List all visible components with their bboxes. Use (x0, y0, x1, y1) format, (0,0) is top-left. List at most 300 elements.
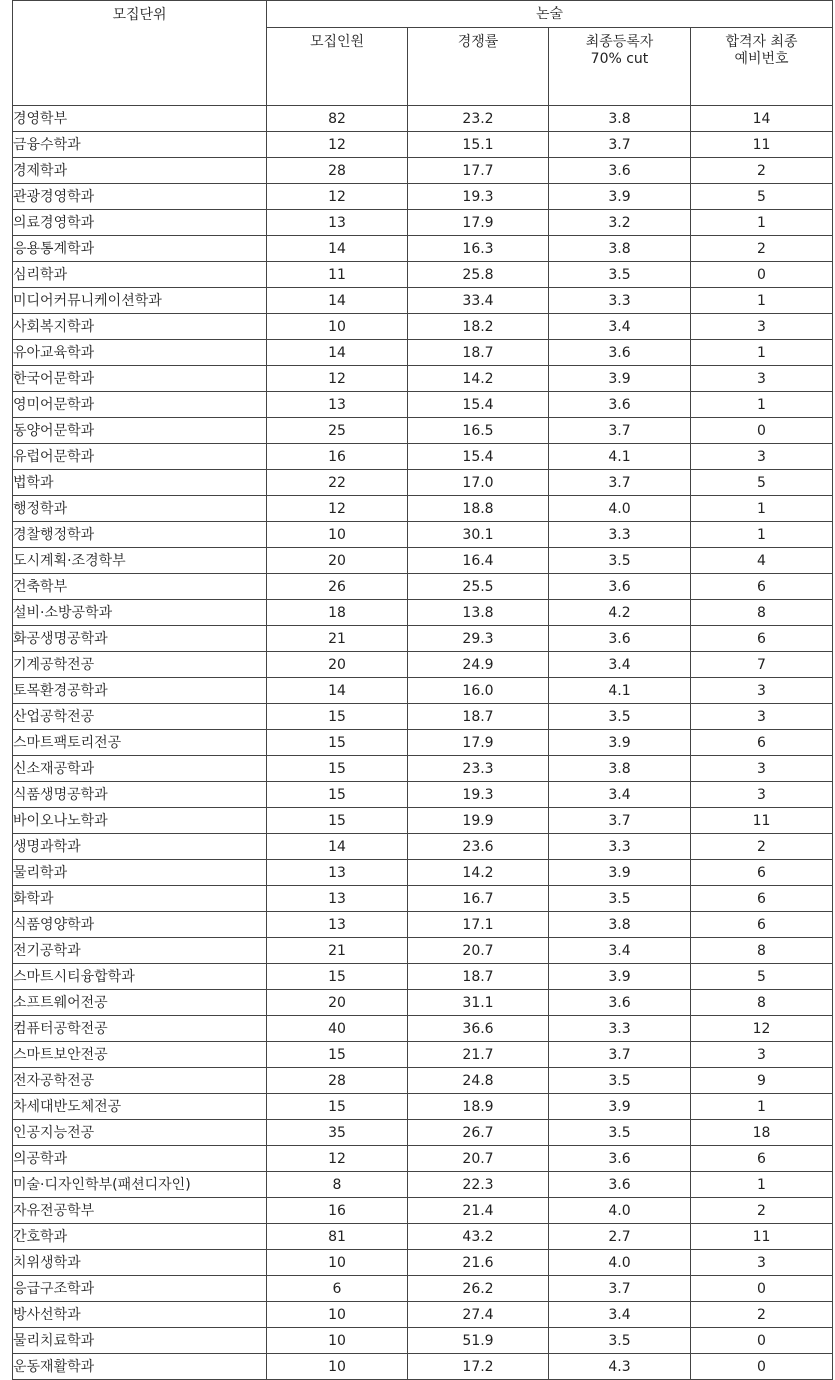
table-row (13, 652, 833, 678)
dept-name-cell: 의공학과 (13, 1146, 267, 1172)
waitlist-cell: 11 (691, 808, 833, 834)
dept-name-cell: 식품영양학과 (13, 912, 267, 938)
quota-cell: 13 (267, 912, 408, 938)
quota-cell: 15 (267, 964, 408, 990)
waitlist-cell: 0 (691, 1354, 833, 1380)
dept-name-cell: 운동재활학과 (13, 1354, 267, 1380)
quota-cell: 15 (267, 704, 408, 730)
table-row (13, 1120, 833, 1146)
competition-cell: 33.4 (408, 288, 549, 314)
cut-cell: 3.4 (549, 782, 691, 808)
competition-cell: 19.9 (408, 808, 549, 834)
quota-cell: 13 (267, 860, 408, 886)
quota-cell: 35 (267, 1120, 408, 1146)
competition-cell: 16.7 (408, 886, 549, 912)
quota-cell: 15 (267, 756, 408, 782)
quota-cell: 14 (267, 236, 408, 262)
dept-name-cell: 컴퓨터공학전공 (13, 1016, 267, 1042)
table-row (13, 418, 833, 444)
competition-cell: 18.2 (408, 314, 549, 340)
waitlist-cell: 6 (691, 730, 833, 756)
waitlist-cell: 1 (691, 288, 833, 314)
cut-cell: 3.9 (549, 730, 691, 756)
dept-name-cell: 소프트웨어전공 (13, 990, 267, 1016)
dept-name-cell: 법학과 (13, 470, 267, 496)
table-row (13, 600, 833, 626)
competition-cell: 23.3 (408, 756, 549, 782)
cut-cell: 4.1 (549, 678, 691, 704)
table-row (13, 730, 833, 756)
column-header-label: 경쟁률 (457, 34, 499, 50)
competition-cell: 17.0 (408, 470, 549, 496)
dept-name-cell: 물리학과 (13, 860, 267, 886)
waitlist-cell: 1 (691, 496, 833, 522)
waitlist-cell: 2 (691, 834, 833, 860)
header-row-top (13, 1, 833, 28)
table-row (13, 340, 833, 366)
competition-cell: 22.3 (408, 1172, 549, 1198)
waitlist-cell: 1 (691, 1094, 833, 1120)
cut-cell: 3.6 (549, 574, 691, 600)
dept-name-cell: 방사선학과 (13, 1302, 267, 1328)
table-body (13, 106, 833, 1380)
waitlist-cell: 1 (691, 522, 833, 548)
quota-cell: 13 (267, 392, 408, 418)
cut-cell: 3.6 (549, 626, 691, 652)
table-row (13, 1302, 833, 1328)
cut-cell: 3.5 (549, 1068, 691, 1094)
table-row (13, 1224, 833, 1250)
table-row (13, 106, 833, 132)
competition-cell: 19.3 (408, 184, 549, 210)
competition-cell: 21.7 (408, 1042, 549, 1068)
quota-cell: 15 (267, 1094, 408, 1120)
cut-cell: 4.0 (549, 1250, 691, 1276)
table-row (13, 1198, 833, 1224)
table-row (13, 496, 833, 522)
table-row (13, 990, 833, 1016)
cut-cell: 3.5 (549, 262, 691, 288)
dept-name-cell: 산업공학전공 (13, 704, 267, 730)
dept-name-cell: 영미어문학과 (13, 392, 267, 418)
competition-cell: 16.3 (408, 236, 549, 262)
cut-cell: 3.6 (549, 1146, 691, 1172)
dept-name-cell: 동양어문학과 (13, 418, 267, 444)
cut-cell: 3.5 (549, 886, 691, 912)
waitlist-cell: 0 (691, 418, 833, 444)
dept-name-cell: 스마트시티융합학과 (13, 964, 267, 990)
table-row (13, 1094, 833, 1120)
waitlist-cell: 0 (691, 1276, 833, 1302)
table-header (13, 1, 833, 106)
cut-cell: 3.9 (549, 366, 691, 392)
quota-cell: 12 (267, 184, 408, 210)
competition-cell: 17.2 (408, 1354, 549, 1380)
waitlist-cell: 0 (691, 1328, 833, 1354)
quota-cell: 8 (267, 1172, 408, 1198)
cut-cell: 3.4 (549, 938, 691, 964)
column-header-waitlist (691, 28, 833, 106)
waitlist-cell: 2 (691, 1198, 833, 1224)
waitlist-cell: 5 (691, 964, 833, 990)
group-header: 논술 (267, 1, 833, 28)
quota-cell: 16 (267, 444, 408, 470)
competition-cell: 51.9 (408, 1328, 549, 1354)
waitlist-cell: 5 (691, 184, 833, 210)
dept-name-cell: 물리치료학과 (13, 1328, 267, 1354)
dept-name-cell: 경영학부 (13, 106, 267, 132)
waitlist-cell: 11 (691, 132, 833, 158)
waitlist-cell: 1 (691, 1172, 833, 1198)
waitlist-cell: 1 (691, 392, 833, 418)
table-row (13, 1250, 833, 1276)
cut-cell: 3.7 (549, 808, 691, 834)
quota-cell: 82 (267, 106, 408, 132)
competition-cell: 20.7 (408, 938, 549, 964)
competition-cell: 19.3 (408, 782, 549, 808)
table-row (13, 210, 833, 236)
quota-cell: 28 (267, 1068, 408, 1094)
dept-name-cell: 자유전공학부 (13, 1198, 267, 1224)
dept-name-cell: 식품생명공학과 (13, 782, 267, 808)
waitlist-cell: 3 (691, 1042, 833, 1068)
waitlist-cell: 12 (691, 1016, 833, 1042)
waitlist-cell: 11 (691, 1224, 833, 1250)
cut-cell: 3.8 (549, 912, 691, 938)
cut-cell: 3.7 (549, 418, 691, 444)
table-row (13, 756, 833, 782)
dept-name-cell: 스마트팩토리전공 (13, 730, 267, 756)
table-row (13, 184, 833, 210)
dept-name-cell: 경찰행정학과 (13, 522, 267, 548)
dept-name-cell: 금융수학과 (13, 132, 267, 158)
cut-cell: 3.3 (549, 288, 691, 314)
competition-cell: 24.8 (408, 1068, 549, 1094)
table-row (13, 392, 833, 418)
dept-name-cell: 전기공학과 (13, 938, 267, 964)
quota-cell: 10 (267, 1354, 408, 1380)
table-row (13, 1328, 833, 1354)
cut-cell: 3.9 (549, 860, 691, 886)
table-row (13, 964, 833, 990)
column-header-label: 모집인원 (309, 34, 365, 50)
waitlist-cell: 8 (691, 990, 833, 1016)
dept-name-cell: 인공지능전공 (13, 1120, 267, 1146)
cut-cell: 3.9 (549, 184, 691, 210)
dept-name-cell: 설비·소방공학과 (13, 600, 267, 626)
dept-name-cell: 화공생명공학과 (13, 626, 267, 652)
dept-name-cell: 생명과학과 (13, 834, 267, 860)
quota-cell: 13 (267, 210, 408, 236)
table-row (13, 444, 833, 470)
waitlist-cell: 3 (691, 756, 833, 782)
competition-cell: 25.5 (408, 574, 549, 600)
competition-cell: 17.9 (408, 730, 549, 756)
dept-name-cell: 유아교육학과 (13, 340, 267, 366)
waitlist-cell: 14 (691, 106, 833, 132)
quota-cell: 20 (267, 990, 408, 1016)
competition-cell: 16.5 (408, 418, 549, 444)
waitlist-cell: 1 (691, 210, 833, 236)
competition-cell: 18.7 (408, 704, 549, 730)
dept-name-cell: 토목환경공학과 (13, 678, 267, 704)
table-row (13, 782, 833, 808)
waitlist-cell: 3 (691, 314, 833, 340)
competition-cell: 14.2 (408, 860, 549, 886)
waitlist-cell: 6 (691, 1146, 833, 1172)
waitlist-cell: 5 (691, 470, 833, 496)
cut-cell: 2.7 (549, 1224, 691, 1250)
cut-cell: 3.8 (549, 236, 691, 262)
table-row (13, 886, 833, 912)
dept-name-cell: 차세대반도체전공 (13, 1094, 267, 1120)
competition-cell: 36.6 (408, 1016, 549, 1042)
table-row (13, 1276, 833, 1302)
cut-cell: 3.4 (549, 314, 691, 340)
quota-cell: 12 (267, 366, 408, 392)
dept-name-cell: 경제학과 (13, 158, 267, 184)
competition-cell: 27.4 (408, 1302, 549, 1328)
column-header-label: 최종등록자 70% cut (585, 34, 654, 67)
quota-cell: 12 (267, 132, 408, 158)
competition-cell: 18.7 (408, 964, 549, 990)
competition-cell: 30.1 (408, 522, 549, 548)
dept-name-cell: 스마트보안전공 (13, 1042, 267, 1068)
table-row (13, 236, 833, 262)
competition-cell: 26.2 (408, 1276, 549, 1302)
quota-cell: 22 (267, 470, 408, 496)
dept-name-cell: 도시계획·조경학부 (13, 548, 267, 574)
quota-cell: 13 (267, 886, 408, 912)
quota-cell: 14 (267, 288, 408, 314)
waitlist-cell: 3 (691, 366, 833, 392)
waitlist-cell: 2 (691, 1302, 833, 1328)
table-row (13, 1042, 833, 1068)
waitlist-cell: 3 (691, 444, 833, 470)
cut-cell: 3.6 (549, 1172, 691, 1198)
dept-name-cell: 한국어문학과 (13, 366, 267, 392)
dept-name-cell: 행정학과 (13, 496, 267, 522)
cut-cell: 3.4 (549, 652, 691, 678)
competition-cell: 14.2 (408, 366, 549, 392)
competition-cell: 17.7 (408, 158, 549, 184)
cut-cell: 4.2 (549, 600, 691, 626)
table-row (13, 262, 833, 288)
cut-cell: 3.3 (549, 834, 691, 860)
dept-name-cell: 신소재공학과 (13, 756, 267, 782)
quota-cell: 21 (267, 938, 408, 964)
dept-name-cell: 유럽어문학과 (13, 444, 267, 470)
cut-cell: 4.0 (549, 496, 691, 522)
quota-cell: 10 (267, 1250, 408, 1276)
competition-cell: 21.4 (408, 1198, 549, 1224)
quota-cell: 14 (267, 340, 408, 366)
dept-name-cell: 응급구조학과 (13, 1276, 267, 1302)
dept-name-cell: 관광경영학과 (13, 184, 267, 210)
competition-cell: 16.4 (408, 548, 549, 574)
table-row (13, 1172, 833, 1198)
quota-cell: 28 (267, 158, 408, 184)
waitlist-cell: 0 (691, 262, 833, 288)
column-header-label: 합격자 최종 예비번호 (725, 34, 798, 67)
cut-cell: 3.7 (549, 1276, 691, 1302)
competition-cell: 15.1 (408, 132, 549, 158)
dept-name-cell: 응용통계학과 (13, 236, 267, 262)
table-row (13, 158, 833, 184)
admission-table (12, 0, 833, 1380)
table-row (13, 938, 833, 964)
cut-cell: 3.3 (549, 1016, 691, 1042)
competition-cell: 25.8 (408, 262, 549, 288)
dept-name-cell: 치위생학과 (13, 1250, 267, 1276)
dept-name-cell: 사회복지학과 (13, 314, 267, 340)
quota-cell: 12 (267, 1146, 408, 1172)
waitlist-cell: 4 (691, 548, 833, 574)
cut-cell: 3.6 (549, 340, 691, 366)
cut-cell: 3.5 (549, 548, 691, 574)
cut-cell: 3.7 (549, 470, 691, 496)
waitlist-cell: 8 (691, 938, 833, 964)
competition-cell: 13.8 (408, 600, 549, 626)
column-header-quota (267, 28, 408, 106)
dept-name-cell: 기계공학전공 (13, 652, 267, 678)
waitlist-cell: 2 (691, 236, 833, 262)
competition-cell: 43.2 (408, 1224, 549, 1250)
cut-cell: 4.0 (549, 1198, 691, 1224)
quota-cell: 14 (267, 834, 408, 860)
cut-cell: 3.5 (549, 1120, 691, 1146)
quota-cell: 16 (267, 1198, 408, 1224)
waitlist-cell: 7 (691, 652, 833, 678)
waitlist-cell: 6 (691, 886, 833, 912)
cut-cell: 3.7 (549, 132, 691, 158)
dept-name-cell: 전자공학전공 (13, 1068, 267, 1094)
waitlist-cell: 3 (691, 678, 833, 704)
quota-cell: 12 (267, 496, 408, 522)
cut-cell: 3.6 (549, 158, 691, 184)
cut-cell: 3.6 (549, 990, 691, 1016)
dept-name-cell: 화학과 (13, 886, 267, 912)
cut-cell: 4.3 (549, 1354, 691, 1380)
competition-cell: 15.4 (408, 444, 549, 470)
dept-name-cell: 미술·디자인학부(패션디자인) (13, 1172, 267, 1198)
quota-cell: 10 (267, 1328, 408, 1354)
waitlist-cell: 6 (691, 574, 833, 600)
waitlist-cell: 3 (691, 1250, 833, 1276)
table-row (13, 314, 833, 340)
quota-cell: 6 (267, 1276, 408, 1302)
cut-cell: 3.4 (549, 1302, 691, 1328)
quota-cell: 25 (267, 418, 408, 444)
waitlist-cell: 18 (691, 1120, 833, 1146)
dept-name-cell: 미디어커뮤니케이션학과 (13, 288, 267, 314)
cut-cell: 3.2 (549, 210, 691, 236)
dept-name-cell: 바이오나노학과 (13, 808, 267, 834)
table-row (13, 366, 833, 392)
quota-cell: 11 (267, 262, 408, 288)
cut-cell: 3.3 (549, 522, 691, 548)
competition-cell: 29.3 (408, 626, 549, 652)
waitlist-cell: 1 (691, 340, 833, 366)
quota-cell: 15 (267, 1042, 408, 1068)
waitlist-cell: 9 (691, 1068, 833, 1094)
quota-cell: 81 (267, 1224, 408, 1250)
cut-cell: 3.5 (549, 1328, 691, 1354)
cut-cell: 4.1 (549, 444, 691, 470)
cut-cell: 3.7 (549, 1042, 691, 1068)
waitlist-cell: 3 (691, 782, 833, 808)
quota-cell: 26 (267, 574, 408, 600)
waitlist-cell: 6 (691, 912, 833, 938)
quota-cell: 10 (267, 522, 408, 548)
quota-cell: 20 (267, 548, 408, 574)
cut-cell: 3.8 (549, 106, 691, 132)
cut-cell: 3.9 (549, 964, 691, 990)
quota-cell: 14 (267, 678, 408, 704)
table-row (13, 704, 833, 730)
cut-cell: 3.9 (549, 1094, 691, 1120)
quota-cell: 18 (267, 600, 408, 626)
cut-cell: 3.6 (549, 392, 691, 418)
competition-cell: 20.7 (408, 1146, 549, 1172)
table-row (13, 860, 833, 886)
quota-cell: 21 (267, 626, 408, 652)
table-row (13, 470, 833, 496)
waitlist-cell: 6 (691, 626, 833, 652)
competition-cell: 23.2 (408, 106, 549, 132)
competition-cell: 18.8 (408, 496, 549, 522)
quota-cell: 10 (267, 1302, 408, 1328)
competition-cell: 17.1 (408, 912, 549, 938)
competition-cell: 24.9 (408, 652, 549, 678)
table-row (13, 1016, 833, 1042)
table-row (13, 1354, 833, 1380)
competition-cell: 15.4 (408, 392, 549, 418)
competition-cell: 31.1 (408, 990, 549, 1016)
table-row (13, 522, 833, 548)
waitlist-cell: 3 (691, 704, 833, 730)
table-row (13, 132, 833, 158)
waitlist-cell: 2 (691, 158, 833, 184)
competition-cell: 16.0 (408, 678, 549, 704)
quota-cell: 40 (267, 1016, 408, 1042)
quota-cell: 15 (267, 782, 408, 808)
table-row (13, 808, 833, 834)
competition-cell: 21.6 (408, 1250, 549, 1276)
table-row (13, 1068, 833, 1094)
competition-cell: 23.6 (408, 834, 549, 860)
column-header-cut (549, 28, 691, 106)
unit-header: 모집단위 (13, 1, 267, 106)
quota-cell: 15 (267, 730, 408, 756)
competition-cell: 18.9 (408, 1094, 549, 1120)
cut-cell: 3.5 (549, 704, 691, 730)
table-row (13, 548, 833, 574)
table-row (13, 912, 833, 938)
dept-name-cell: 심리학과 (13, 262, 267, 288)
table-row (13, 574, 833, 600)
competition-cell: 18.7 (408, 340, 549, 366)
quota-cell: 10 (267, 314, 408, 340)
competition-cell: 17.9 (408, 210, 549, 236)
table-row (13, 834, 833, 860)
dept-name-cell: 건축학부 (13, 574, 267, 600)
quota-cell: 15 (267, 808, 408, 834)
dept-name-cell: 의료경영학과 (13, 210, 267, 236)
table-row (13, 626, 833, 652)
column-header-competition (408, 28, 549, 106)
waitlist-cell: 8 (691, 600, 833, 626)
